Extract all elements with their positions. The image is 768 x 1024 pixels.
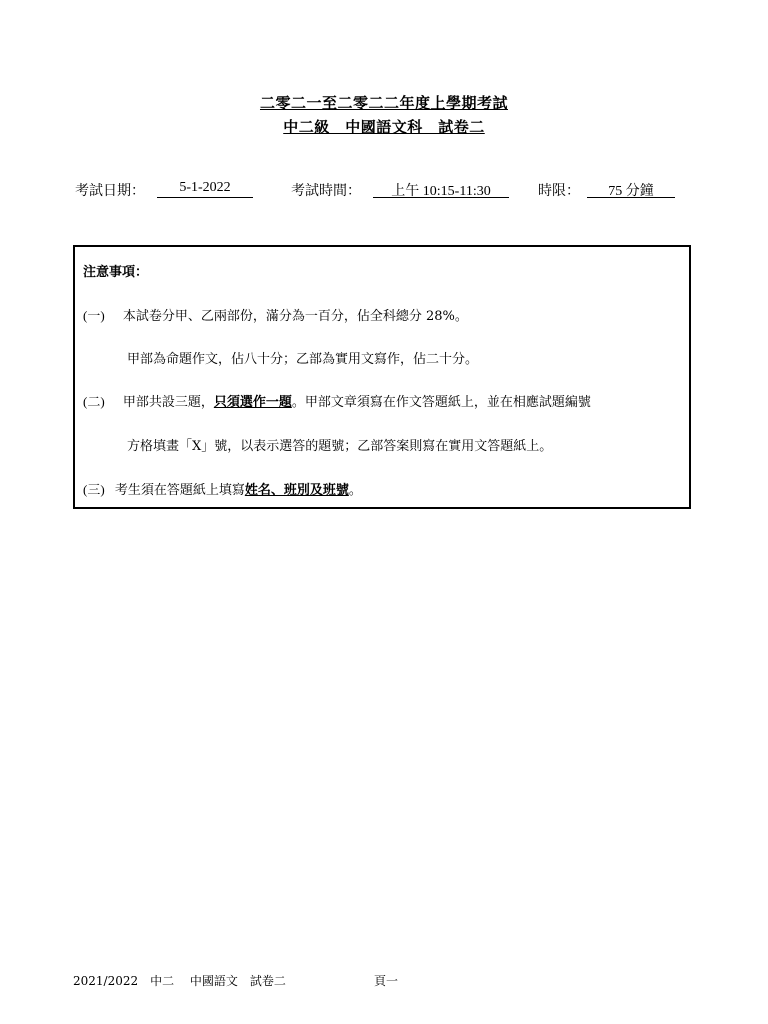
item-number: (一) bbox=[83, 308, 105, 323]
item-text: 。甲部文章須寫在作文答題紙上，並在相應試題編號 bbox=[291, 395, 591, 410]
item-text: 甲部共設三題， bbox=[122, 395, 214, 410]
footer-info: 2021/2022 中二 中國語文 試卷二 bbox=[73, 974, 286, 988]
footer-page-number: 頁一 bbox=[374, 974, 399, 988]
notice-item-2-line-2: 方格填畫「X」號，以表示選答的題號；乙部答案則寫在實用文答題紙上。 bbox=[127, 439, 553, 454]
notice-item-1 bbox=[83, 305, 468, 324]
date-value: 5-1-2022 bbox=[157, 180, 253, 198]
notice-heading: 注意事項： bbox=[83, 265, 149, 280]
time-label: 考試時間： bbox=[291, 183, 361, 199]
item-text: 考生須在答題紙上填寫 bbox=[114, 483, 245, 498]
emphasis-text: 只須選作一題 bbox=[213, 395, 292, 410]
item-number: (三) bbox=[83, 482, 105, 497]
duration-value: 75 分鐘 bbox=[587, 180, 675, 198]
date-label: 考試日期： bbox=[75, 183, 145, 199]
exam-subtitle: 中二級 中國語文科 試卷二 bbox=[283, 118, 485, 136]
time-value: 上午 10:15-11:30 bbox=[373, 180, 509, 198]
emphasis-text: 姓名、班別及班號 bbox=[244, 483, 349, 498]
notice-item-2 bbox=[83, 391, 591, 410]
item-text: 本試卷分甲、乙兩部份，滿分為一百分，佔全科總分 28%。 bbox=[122, 309, 468, 324]
exam-title: 二零二一至二零二二年度上學期考試 bbox=[259, 94, 508, 112]
notice-item-1-line-2: 甲部為命題作文，佔八十分；乙部為實用文寫作，佔二十分。 bbox=[127, 352, 479, 367]
item-number: (二) bbox=[83, 394, 105, 409]
notice-box bbox=[73, 245, 691, 509]
exam-info-row bbox=[75, 180, 695, 200]
notice-item-3 bbox=[83, 479, 362, 498]
duration-label: 時限： bbox=[538, 183, 580, 199]
item-text: 。 bbox=[348, 483, 362, 498]
